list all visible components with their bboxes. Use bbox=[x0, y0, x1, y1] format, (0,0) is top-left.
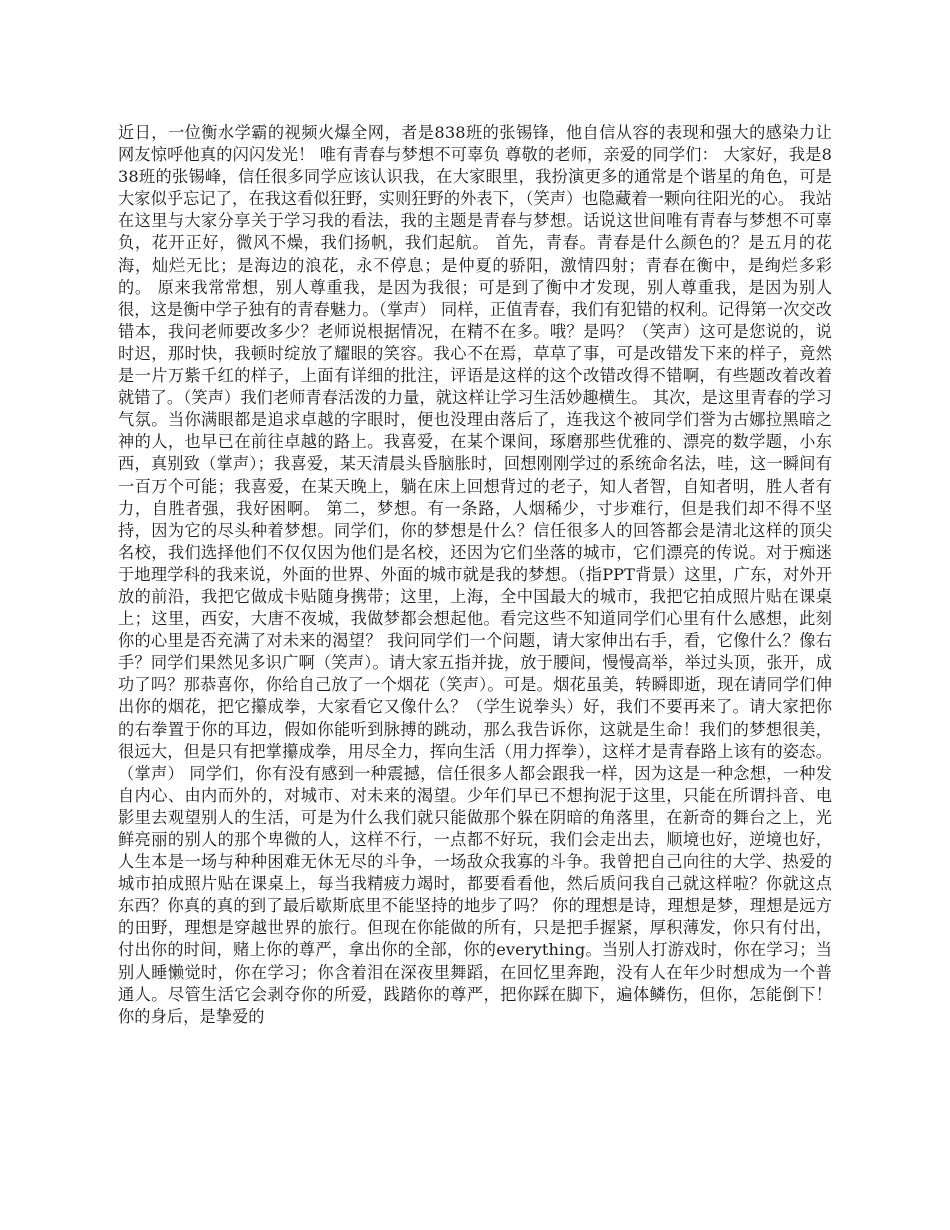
body-paragraph: 近日，一位衡水学霸的视频火爆全网，者是838班的张锡锋，他自信从容的表现和强大的感染力让网友惊呼他真的闪闪发光！ 唯有青春与梦想不可辜负 尊敬的老师，亲爱的同学们： 大家好，我是838班的张锡峰，信任很多同学应该认识我，在大家眼里，我扮演更多的通常是个谐星的角色，可是大家似乎忘记了，在我这看似狂野，实则狂野的外表下，（笑声）也隐藏着一颗向往阳光的心。 我站在这里与大家分享关于学习我的看法，我的主题是青春与梦想。话说这世间唯有青春与梦想不可辜负，花开正好，微风不燥，我们扬帆，我们起航。 首先，青春。青春是什么颜色的？是五月的花海，灿烂无比；是海边的浪花，永不停息；是仲夏的骄阳，激情四射；青春在衡中，是绚烂多彩的。 原来我常常想，别人尊重我，是因为我很；可是到了衡中才发现，别人尊重我，是因为别人很，这是衡中学子独有的青春魅力。（掌声） 同样，正值青春，我们有犯错的权利。记得第一次交改错本，我问老师要改多少？老师说根据情况，在精不在多。哦？是吗？（笑声）这可是您说的，说时迟，那时快，我顿时绽放了耀眼的笑容。我心不在焉，草草了事，可是改错发下来的样子，竟然是一片万紫千红的样子，上面有详细的批注，评语是这样的这个改错改得不错啊，有些题改着改着就错了。（笑声）我们老师青春活泼的力量，就这样让学习生活妙趣横生。 其次，是这里青春的学习气氛。当你满眼都是追求卓越的字眼时，便也没理由落后了，连我这个被同学们誉为古娜拉黑暗之神的人，也早已在前往卓越的路上。我喜爱，在某个课间，琢磨那些优雅的、漂亮的数学题，小东西，真别致（掌声）；我喜爱，某天清晨头昏脑胀时，回想刚刚学过的系统命名法，哇，这一瞬间有一百万个可能；我喜爱，在某天晚上，躺在床上回想背过的老子，知人者智，自知者明，胜人者有力，自胜者强，我好困啊。 第二，梦想。有一条路，人烟稀少，寸步难行，但是我们却不得不坚持，因为它的尽头种着梦想。同学们，你的梦想是什么？信任很多人的回答都会是清北这样的顶尖名校，我们选择他们不仅仅因为他们是名校，还因为它们坐落的城市，它们漂亮的传说。对于痴迷于地理学科的我来说，外面的世界、外面的城市就是我的梦想。（指PPT背景）这里，广东，对外开放的前沿，我把它做成卡贴随身携带；这里，上海，全中国最大的城市，我把它拍成照片贴在课桌上；这里，西安，大唐不夜城，我做梦都会想起他。看完这些不知道同学们心里有什么感想，此刻你的心里是否充满了对未来的渴望？ 我问同学们一个问题，请大家伸出右手，看，它像什么？像右手？同学们果然见多识广啊（笑声）。请大家五指并拢，放于腰间，慢慢高举，举过头顶，张开，成功了吗？那恭喜你，你给自己放了一个烟花（笑声）。可是。烟花虽美，转瞬即逝，现在请同学们伸出你的烟花，把它攥成拳，大家看它又像什么？（学生说拳头）好，我们不要再来了。请大家把你的右拳置于你的耳边，假如你能听到脉搏的跳动，那么我告诉你，这就是生命！我们的梦想很美，很远大，但是只有把掌攥成拳，用尽全力，挥向生活（用力挥拳），这样才是青春路上该有的姿态。（掌声） 同学们，你有没有感到一种震撼，信任很多人都会跟我一样，因为这是一种念想，一种发自内心、由内而外的，对城市、对未来的渴望。少年们早已不想拘泥于这里，只能在所谓抖音、电影里去观望别人的生活，可是为什么我们就只能做那个躲在阴暗的角落里，在新奇的舞台之上，光鲜亮丽的别人的那个卑微的人，这样不行，一点都不好玩，我们会走出去，顺境也好，逆境也好，人生本是一场与种种困难无休无尽的斗争，一场敌众我寡的斗争。我曾把自己向往的大学、热爱的城市拍成照片贴在课桌上，每当我精疲力竭时，都要看看他，然后质问我自己就这样啦？你就这点东西？你真的真的到了最后歇斯底里不能坚持的地步了吗？ 你的理想是诗，理想是梦，理想是远方的田野，理想是穿越世界的旅行。但现在你能做的所有，只是把手握紧，厚积薄发，你只有付出，付出你的时间，赌上你的尊严，拿出你的全部，你的everything。当别人打游戏时，你在学习；当别人睡懒觉时，你在学习；你含着泪在深夜里舞蹈，在回忆里奔跑，没有人在年少时想成为一个普通人。尽管生活它会剥夺你的所爱，践踏你的尊严，把你踩在脚下，遍体鳞伤，但你，怎能倒下！你的身后，是挚爱的 bbox=[118, 123, 832, 1026]
